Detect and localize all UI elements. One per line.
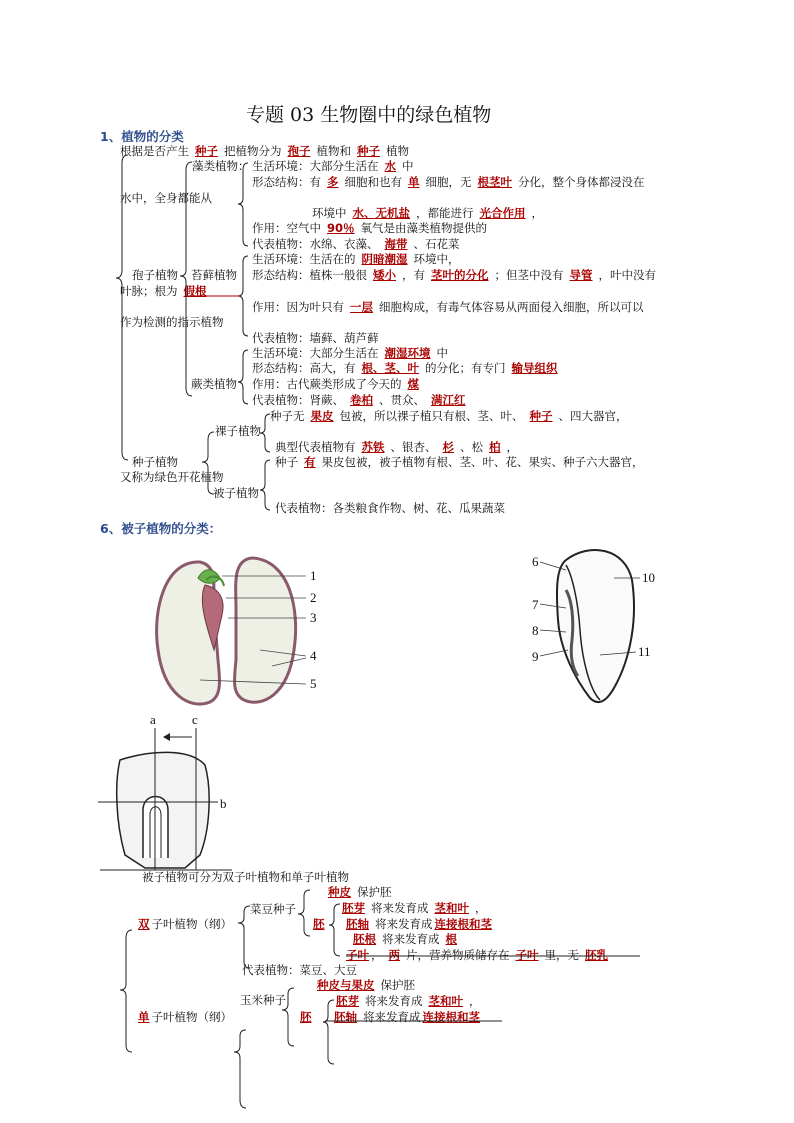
fig3-label-a: a bbox=[150, 712, 156, 727]
fig1-label-5: 5 bbox=[310, 676, 317, 691]
dicot-rep: 代表植物：菜豆、大豆 bbox=[242, 963, 357, 977]
brace-dicot bbox=[238, 906, 250, 968]
corn-seed-label: 玉米种子 bbox=[240, 993, 286, 1007]
fig1-label-1: 1 bbox=[310, 568, 317, 583]
fern-line-3: 作用：古代蕨类形成了今天的 煤 bbox=[252, 377, 419, 391]
moss-line-1: 生活环境：生活在的 阴暗潮湿 环境中， bbox=[252, 252, 460, 266]
monocot-name: 单 子叶植物（纲） bbox=[138, 1010, 232, 1024]
fern-line-1: 生活环境：大部分生活在 潮湿环境 中 bbox=[252, 346, 448, 360]
fern-line-2: 形态结构：高大，有 根、茎、叶 的分化；有专门 输导组织 bbox=[252, 361, 558, 375]
seed-section-figure bbox=[98, 728, 218, 870]
moss-line-2: 形态结构：植株一般很 矮小 ，有 茎叶的分化 ；但茎中没有 导管 ，叶中没有 bbox=[252, 268, 656, 282]
brace-corn bbox=[282, 988, 294, 1046]
fig2-label-9: 9 bbox=[532, 649, 539, 664]
moss-label: 苔藓植物 bbox=[191, 268, 237, 282]
dicot-e1: 胚芽 将来发育成 茎和叶 ， bbox=[342, 901, 487, 915]
gymno-label: 裸子植物 bbox=[215, 424, 261, 438]
moss-line-4: 代表植物：墙藓、葫芦藓 bbox=[252, 331, 379, 345]
fig2-label-8: 8 bbox=[532, 623, 539, 638]
dicot-peel: 种皮 保护胚 bbox=[328, 885, 392, 899]
fig2-label-10: 10 bbox=[642, 570, 655, 585]
monocot-e1: 胚芽 将来发育成 茎和叶 ， bbox=[336, 994, 481, 1008]
fern-label: 蕨类植物 bbox=[191, 377, 237, 391]
fig1-label-3: 3 bbox=[310, 610, 317, 625]
seed-plant-label: 种子植物 bbox=[132, 455, 178, 469]
algae-line-3: 环境中 水、无机盐 ，都能进行 光合作用 ， bbox=[312, 206, 543, 220]
seed-plant-label-2: 又称为绿色开花植物 bbox=[120, 470, 224, 484]
angio-line-1: 种子 有 果皮包被，被子植物有根、茎、叶、花、果实、种子六大器官， bbox=[275, 455, 644, 469]
fern-line-4: 代表植物：肾蕨、 卷柏 、贯众、 满江红 bbox=[252, 393, 466, 407]
brace-algae bbox=[238, 163, 248, 246]
algae-label: 藻类植物： bbox=[192, 159, 250, 173]
brace-corn-embryo bbox=[323, 1000, 334, 1064]
fig1-label-4: 4 bbox=[310, 648, 317, 663]
moss-line-3: 作用：因为叶只有 一层 细胞构成，有毒气体容易从两面侵入细胞，所以可以 bbox=[252, 300, 644, 314]
fig2-label-11: 11 bbox=[638, 644, 651, 659]
dicot-embryo: 胚 bbox=[313, 917, 325, 931]
brace-main bbox=[116, 155, 128, 460]
algae-line-5: 代表植物：水绵、衣藻、 海带 、石花菜 bbox=[252, 237, 460, 251]
intro-line: 根据是否产生 种子 把植物分为 孢子 植物和 种子 植物 bbox=[120, 144, 409, 158]
fig3-label-b: b bbox=[220, 796, 227, 811]
brace-bean-embryo bbox=[329, 904, 340, 956]
algae-line-2b: 水中，全身都能从 bbox=[120, 191, 212, 205]
gymno-line-1: 种子无 果皮 包被，所以裸子植只有根、茎、叶、 种子 、四大器官， bbox=[270, 409, 628, 423]
monocot-e2: 胚轴 将来发育成 连接根和茎 bbox=[334, 1010, 480, 1024]
brace-bean bbox=[298, 890, 310, 936]
fig2-label-6: 6 bbox=[532, 554, 539, 569]
brace-seed bbox=[202, 432, 214, 494]
fig1-label-2: 2 bbox=[310, 590, 317, 605]
algae-line-4: 作用：空气中 90％ 氧气是由藻类植物提供的 bbox=[252, 221, 488, 235]
section-6-heading: 6、被子植物的分类： bbox=[100, 521, 222, 536]
monocot-peel: 种皮与果皮 保护胚 bbox=[317, 978, 415, 992]
section-1-heading: 1、植物的分类 bbox=[100, 129, 184, 144]
brace-fern bbox=[238, 350, 248, 404]
brace-angio-class bbox=[120, 930, 132, 1052]
brace-angio bbox=[260, 460, 270, 510]
dicot-e3: 胚根 将来发育成 根 bbox=[353, 932, 457, 946]
fig2-label-7: 7 bbox=[532, 597, 539, 612]
algae-line-1: 生活环境：大部分生活在 水 中 bbox=[252, 159, 414, 173]
bean-seed-label: 菜豆种子 bbox=[250, 902, 296, 916]
moss-line-2b: 叶脉；根为 假根 bbox=[120, 284, 207, 298]
dicot-e2: 胚轴 将来发育成 连接根和茎 bbox=[346, 917, 492, 931]
angio-label: 被子植物 bbox=[213, 486, 259, 500]
dicot-name: 双 子叶植物（纲） bbox=[138, 917, 232, 931]
angio-class-intro: 被子植物可分为双子叶植物和单子叶植物 bbox=[142, 870, 349, 884]
monocot-embryo: 胚 bbox=[300, 1010, 312, 1024]
dicot-e4: 子叶 ， 两 片，营养物质储存在 子叶 里，无 胚乳 bbox=[346, 948, 608, 962]
brace-gymno bbox=[260, 414, 270, 452]
brace-spore bbox=[180, 162, 192, 396]
corn-seed-figure bbox=[540, 550, 640, 702]
gymno-line-2: 典型代表植物有 苏铁 、银杏、 杉 、松 柏 ， bbox=[275, 440, 518, 454]
bean-seed-figure bbox=[157, 558, 306, 704]
cotyledon-right bbox=[234, 558, 295, 702]
algae-line-2: 形态结构：有 多 细胞和也有 单 细胞，无 根茎叶 分化，整个身体都浸没在 bbox=[252, 175, 645, 189]
brace-monocot bbox=[234, 1030, 246, 1108]
fig3-label-c: c bbox=[192, 712, 198, 727]
spore-plant-label: 孢子植物 bbox=[132, 268, 178, 282]
corn-outline bbox=[557, 550, 634, 702]
page-title: 专题 03 生物圈中的绿色植物 bbox=[246, 104, 492, 126]
moss-line-3b: 作为检测的指示植物 bbox=[120, 315, 224, 329]
angio-line-2: 代表植物：各类粮食作物、树、花、瓜果蔬菜 bbox=[275, 501, 505, 515]
